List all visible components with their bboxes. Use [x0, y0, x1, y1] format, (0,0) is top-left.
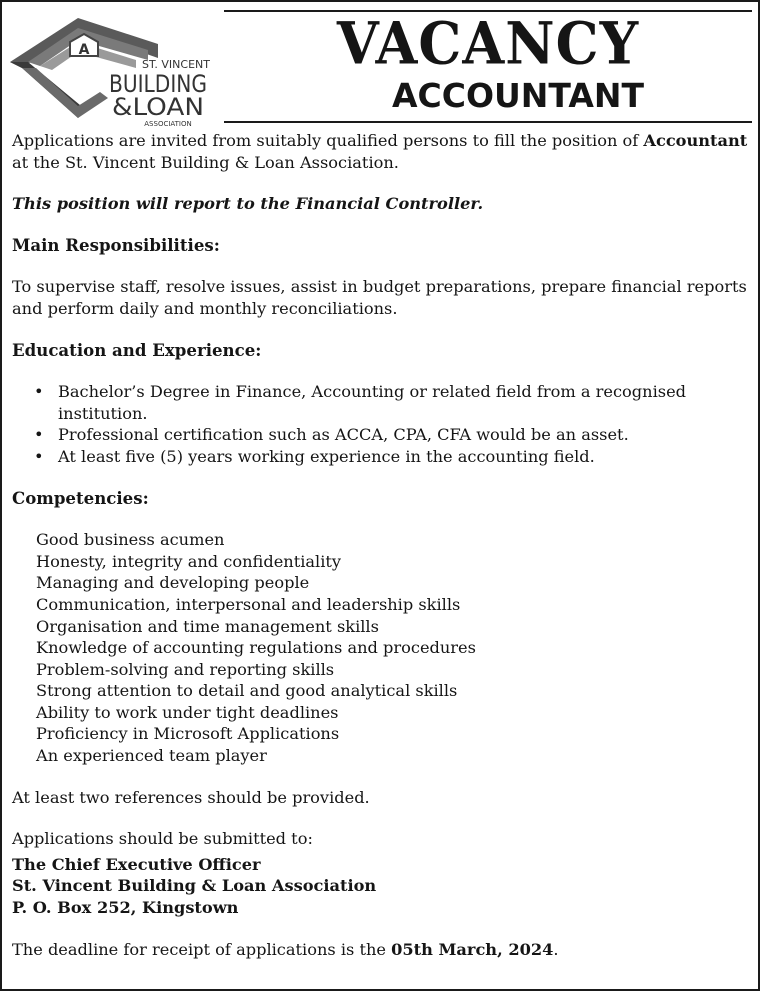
submission-intro: Applications should be submitted to:	[12, 829, 313, 849]
education-heading: Education and Experience:	[12, 339, 262, 360]
list-item: Good business acumen	[36, 530, 225, 550]
references-note: At least two references should be provided.	[12, 787, 370, 807]
competencies-list	[12, 529, 752, 767]
responsibilities-heading: Main Responsibilities:	[12, 234, 220, 255]
page-title: VACANCY	[336, 8, 640, 78]
list-item: Communication, interpersonal and leadership skills	[36, 594, 461, 614]
logo-line-1: ST. VINCENT	[142, 58, 210, 71]
submission-recipient: The Chief Executive Officer	[12, 854, 261, 874]
list-item: Honesty, integrity and confidentiality	[36, 551, 342, 571]
list-item: Proficiency in Microsoft Applications	[36, 724, 340, 744]
list-item: Strong attention to detail and good analytical skills	[36, 681, 458, 701]
svg-text:A: A	[78, 42, 90, 58]
list-item: Problem-solving and reporting skills	[36, 659, 335, 679]
reporting-line: This position will report to the Financial Controller.	[12, 194, 484, 214]
competencies-heading: Competencies:	[12, 487, 149, 508]
list-item: Ability to work under tight deadlines	[36, 702, 339, 722]
deadline-line	[12, 939, 752, 961]
list-item: • Bachelor’s Degree in Finance, Accounting or related field from a recognised institution.	[34, 381, 752, 424]
education-list	[12, 381, 752, 467]
deadline-date: 05th March, 2024	[391, 939, 554, 959]
list-item: Knowledge of accounting regulations and procedures	[36, 638, 476, 658]
logo-line-4: ASSOCIATION	[144, 120, 192, 128]
position-title: ACCOUNTANT	[391, 76, 645, 115]
responsibilities-text: To supervise staff, resolve issues, assist in budget preparations, prepare financial reports and perform daily and monthly reconciliations.	[12, 277, 747, 318]
logo-line-3: &LOAN	[112, 93, 204, 121]
header-bottom-rule	[224, 121, 752, 123]
deadline-text-after: .	[553, 939, 559, 959]
list-item: Organisation and time management skills	[36, 616, 379, 636]
logo-line-2: BUILDING	[109, 70, 207, 98]
submission-organisation: St. Vincent Building & Loan Association	[12, 876, 377, 896]
submission-address: P. O. Box 252, Kingstown	[12, 898, 239, 918]
list-item: An experienced team player	[36, 746, 267, 766]
list-item: Managing and developing people	[36, 573, 310, 593]
list-item: • At least five (5) years working experience in the accounting field.	[34, 446, 752, 468]
intro-paragraph	[12, 130, 752, 173]
list-item: • Professional certification such as ACCA, CPA, CFA would be an asset.	[34, 424, 752, 446]
intro-text-before: Applications are invited from suitably qualified persons to fill the position of	[12, 131, 644, 150]
company-logo	[8, 14, 208, 132]
intro-text-after: at the St. Vincent Building & Loan Association.	[12, 152, 399, 172]
deadline-text-before: The deadline for receipt of applications is the	[12, 939, 392, 959]
intro-position: Accountant	[643, 131, 748, 150]
advertisement-body	[12, 130, 752, 960]
